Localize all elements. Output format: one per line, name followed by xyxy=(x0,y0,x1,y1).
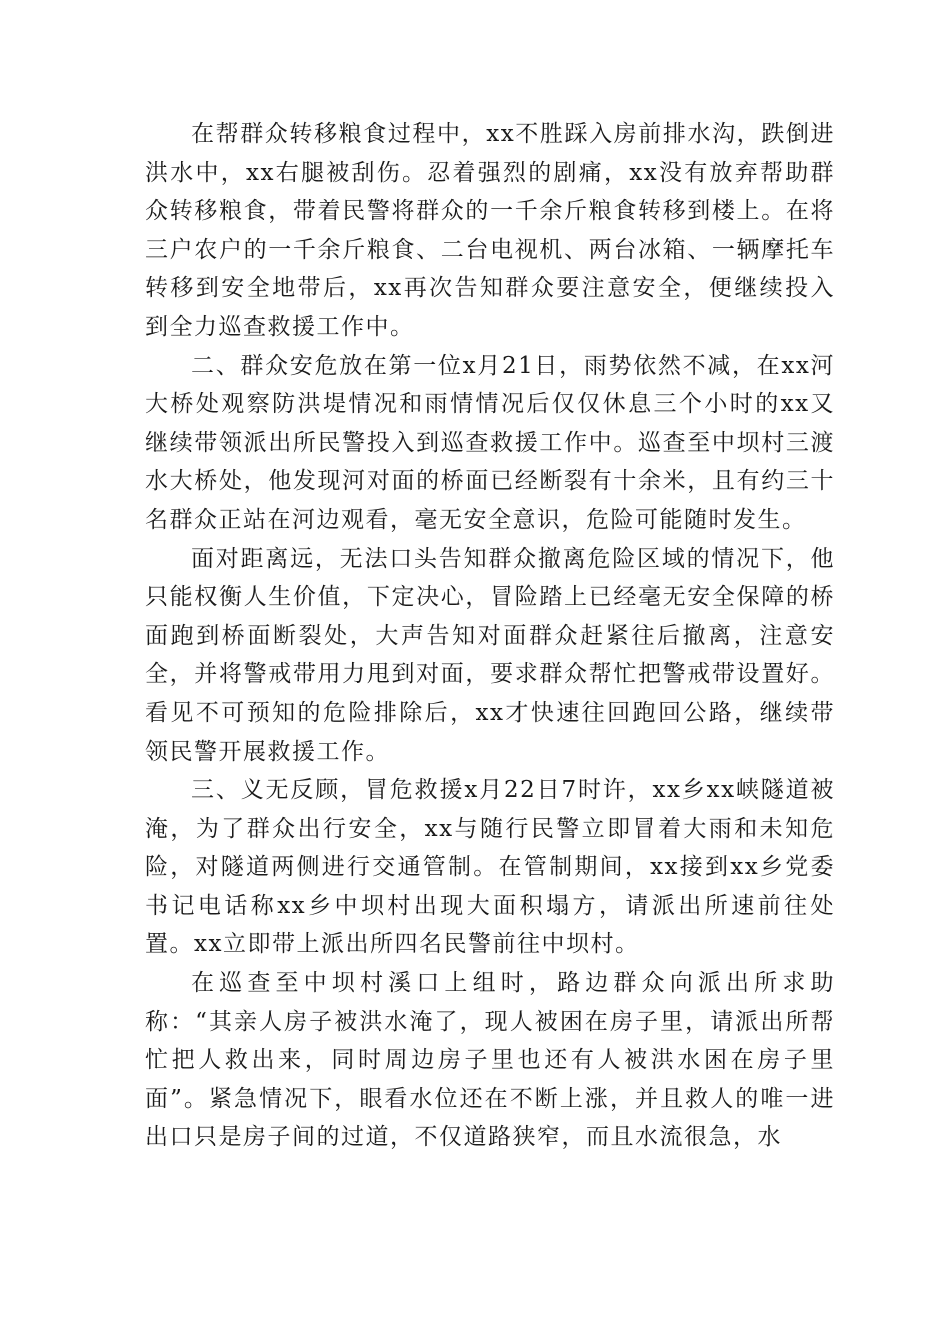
document-body xyxy=(145,115,835,1157)
paragraph-grain-transfer: 在帮群众转移粮食过程中，xx不胜踩入房前排水沟，跌倒进洪水中，xx右腿被刮伤。忍着强烈的剧痛，xx没有放弃帮助群众转移粮食，带着民警将群众的一千余斤粮食转移到楼上。在将三户农户的一千余斤粮食、二台电视机、两台冰箱、一辆摩托车转移到安全地带后，xx再次告知群众要注意安全，便继续投入到全力巡查救援工作中。 xyxy=(145,121,835,340)
paragraph-section-three: 三、义无反顾，冒危救援x月22日7时许，xx乡xx峡隧道被淹，为了群众出行安全，xx与随行民警立即冒着大雨和未知危险，对隧道两侧进行交通管制。在管制期间，xx接到xx乡党委书记电话称xx乡中坝村出现大面积塌方，请派出所速前往处置。xx立即带上派出所四名民警前往中坝村。 xyxy=(145,777,835,958)
paragraph-bridge-warning: 面对距离远，无法口头告知群众撤离危险区域的情况下，他只能权衡人生价值，下定决心，冒险踏上已经毫无安全保障的桥面跑到桥面断裂处，大声告知对面群众赶紧往后撤离，注意安全，并将警戒带用力甩到对面，要求群众帮忙把警戒带设置好。看见不可预知的危险排除后，xx才快速往回跑回公路，继续带领民警开展救援工作。 xyxy=(145,545,835,765)
paragraph-section-two: 二、群众安危放在第一位x月21日，雨势依然不减，在xx河大桥处观察防洪堤情况和雨情情况后仅仅休息三个小时的xx又继续带领派出所民警投入到巡查救援工作中。巡查至中坝村三渡水大桥处，他发现河对面的桥面已经断裂有十余米，且有约三十名群众正站在河边观看，毫无安全意识，危险可能随时发生。 xyxy=(145,352,835,533)
paragraph-rescue-request: 在巡查至中坝村溪口上组时，路边群众向派出所求助称：“其亲人房子被洪水淹了，现人被困在房子里，请派出所帮忙把人救出来，同时周边房子里也还有人被洪水困在房子里面”。紧急情况下，眼看水位还在不断上涨，并且救人的唯一进出口只是房子间的过道，不仅道路狭窄，而且水流很急，水 xyxy=(145,970,835,1151)
